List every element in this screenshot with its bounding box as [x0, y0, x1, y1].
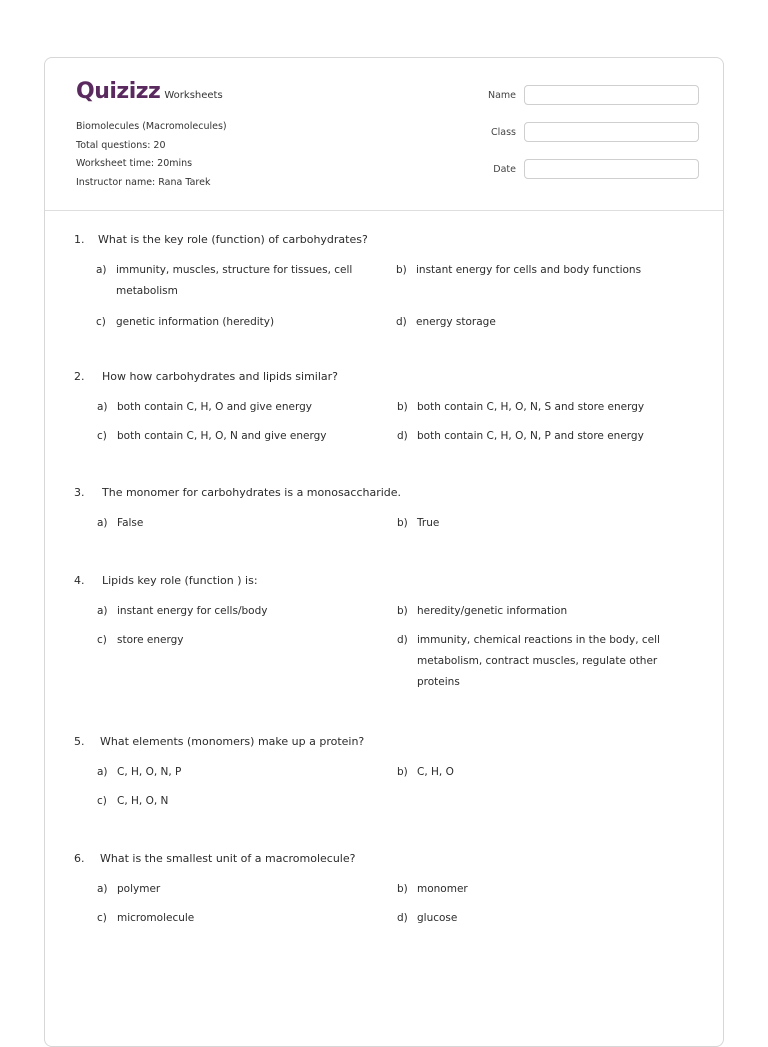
option-letter: c)	[96, 316, 106, 328]
question-3	[74, 486, 694, 574]
option-text: C, H, O	[417, 766, 454, 778]
logo-subtitle: Worksheets	[164, 90, 223, 101]
option-d[interactable]	[396, 312, 686, 333]
option-text: instant energy for cells and body functions	[416, 264, 642, 276]
worksheet-header	[45, 58, 723, 211]
option-letter: b)	[397, 883, 408, 895]
option-text: False	[117, 517, 144, 529]
option-letter: b)	[396, 264, 407, 276]
question-text	[74, 233, 694, 246]
option-letter: c)	[97, 634, 107, 646]
option-b[interactable]	[397, 879, 707, 900]
worksheet-page	[44, 57, 724, 1047]
question-prompt: What is the smallest unit of a macromolecule?	[100, 852, 356, 865]
option-text: energy storage	[416, 316, 496, 328]
option-text: polymer	[117, 883, 161, 895]
options	[97, 601, 694, 693]
date-field-row	[465, 158, 699, 180]
option-b[interactable]	[397, 601, 707, 622]
question-number: 5.	[74, 735, 85, 748]
question-prompt: Lipids key role (function ) is:	[102, 574, 258, 587]
option-letter: b)	[397, 766, 408, 778]
option-text: True	[417, 517, 440, 529]
option-text: C, H, O, N	[117, 795, 169, 807]
question-text	[74, 852, 694, 865]
question-prompt: The monomer for carbohydrates is a monosaccharide.	[102, 486, 402, 499]
question-list	[74, 233, 694, 942]
option-a[interactable]	[97, 762, 397, 783]
option-letter: a)	[97, 883, 108, 895]
option-b[interactable]	[397, 513, 707, 534]
question-2	[74, 370, 694, 486]
option-a[interactable]	[97, 879, 397, 900]
option-d[interactable]	[397, 630, 707, 693]
question-number: 3.	[74, 486, 85, 499]
option-letter: d)	[397, 912, 408, 924]
option-letter: a)	[97, 605, 108, 617]
brand	[76, 79, 223, 104]
question-text	[74, 735, 694, 748]
question-1	[74, 233, 694, 370]
question-prompt: What is the key role (function) of carbohydrates?	[98, 233, 368, 246]
student-fields	[465, 84, 699, 195]
option-letter: d)	[397, 634, 408, 646]
options	[97, 397, 694, 447]
date-field[interactable]	[524, 159, 699, 179]
question-number: 1.	[74, 233, 85, 246]
question-text	[74, 574, 694, 587]
option-b[interactable]	[396, 260, 686, 302]
option-letter: a)	[97, 766, 108, 778]
option-letter: d)	[396, 316, 407, 328]
option-text: immunity, chemical reactions in the body, cell metabolism, contract muscles, regulate other proteins	[417, 634, 660, 688]
name-label: Name	[487, 89, 516, 101]
option-text: immunity, muscles, structure for tissues, cell metabolism	[116, 264, 353, 297]
option-text: both contain C, H, O, N, S and store energy	[417, 401, 645, 413]
question-prompt: What elements (monomers) make up a protein?	[100, 735, 365, 748]
class-label: Class	[491, 126, 516, 138]
option-a[interactable]	[96, 260, 396, 302]
option-text: micromolecule	[117, 912, 195, 924]
quizizz-logo: Quizizz	[76, 79, 161, 104]
worksheet-title: Biomolecules (Macromolecules)	[76, 121, 227, 132]
question-6	[74, 852, 694, 942]
option-letter: c)	[97, 795, 107, 807]
option-a[interactable]	[97, 397, 397, 418]
options	[97, 879, 694, 929]
instructor-name: Instructor name: Rana Tarek	[76, 176, 211, 188]
name-field[interactable]	[524, 85, 699, 105]
option-text: both contain C, H, O, N and give energy	[117, 430, 327, 442]
option-letter: c)	[97, 430, 107, 442]
question-text	[74, 486, 694, 499]
question-4	[74, 574, 694, 735]
option-d[interactable]	[397, 426, 707, 447]
total-questions: Total questions: 20	[76, 139, 166, 151]
options	[97, 762, 694, 812]
worksheet-time: Worksheet time: 20mins	[76, 158, 193, 169]
question-number: 4.	[74, 574, 85, 587]
options	[96, 260, 694, 333]
name-field-row	[465, 84, 699, 106]
option-letter: a)	[96, 264, 107, 276]
option-text: genetic information (heredity)	[116, 316, 275, 328]
option-c[interactable]	[96, 312, 396, 333]
option-text: glucose	[417, 912, 458, 924]
option-text: instant energy for cells/body	[117, 605, 268, 617]
option-a[interactable]	[97, 513, 397, 534]
worksheet-meta	[76, 118, 227, 192]
question-text	[74, 370, 694, 383]
option-letter: b)	[397, 605, 408, 617]
option-letter: a)	[97, 401, 108, 413]
option-text: heredity/genetic information	[417, 605, 568, 617]
option-letter: b)	[397, 401, 408, 413]
option-b[interactable]	[397, 762, 707, 783]
class-field-row	[465, 121, 699, 143]
class-field[interactable]	[524, 122, 699, 142]
option-letter: c)	[97, 912, 107, 924]
option-letter: a)	[97, 517, 108, 529]
option-text: both contain C, H, O, N, P and store energy	[417, 430, 644, 442]
option-text: store energy	[117, 634, 184, 646]
question-number: 2.	[74, 370, 85, 383]
question-prompt: How how carbohydrates and lipids similar?	[102, 370, 339, 383]
option-text: monomer	[417, 883, 468, 895]
option-text: C, H, O, N, P	[117, 766, 182, 778]
option-letter: d)	[397, 430, 408, 442]
option-letter: b)	[397, 517, 408, 529]
option-a[interactable]	[97, 601, 397, 622]
option-c[interactable]	[97, 908, 397, 929]
option-b[interactable]	[397, 397, 707, 418]
options	[97, 513, 694, 534]
option-d[interactable]	[397, 908, 707, 929]
option-text: both contain C, H, O and give energy	[117, 401, 312, 413]
question-5	[74, 735, 694, 852]
option-c[interactable]	[97, 791, 397, 812]
question-number: 6.	[74, 852, 85, 865]
option-c[interactable]	[97, 630, 397, 693]
date-label: Date	[493, 163, 516, 175]
option-c[interactable]	[97, 426, 397, 447]
